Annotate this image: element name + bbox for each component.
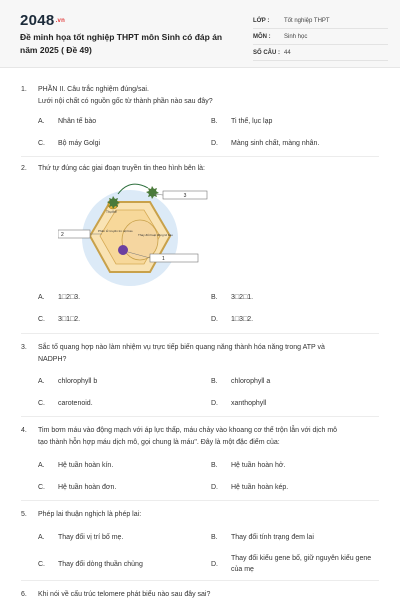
question-1: 1. PHẦN II. Câu trắc nghiệm đúng/sai. Lưới nội chất có nguồn gốc từ thành phần nào sau đây? xyxy=(21,86,213,105)
box-label-2: 2 xyxy=(61,232,64,238)
question-4: 4. Tim bơm máu vào động mạch với áp lực thấp, máu chảy vào khoang cơ thể trộn lẫn với dịch mô tạo thành hỗn hợp máu dịch mô, gọi chung là máu". Đây là một đặc điểm của: xyxy=(21,427,338,446)
divider xyxy=(21,580,379,581)
box-label-1: 1 xyxy=(162,256,165,262)
meta-row-count: SỐ CÂU : 44 xyxy=(253,45,388,61)
purple-molecule xyxy=(118,245,128,255)
divider xyxy=(21,333,379,334)
meta-row-subject: MÔN : Sinh học xyxy=(253,29,388,45)
divider xyxy=(21,416,379,417)
question-2: 2. Thứ tự đúng các giai đoạn truyền tin theo hình bên là: xyxy=(21,165,205,172)
question-5: 5. Phép lai thuận nghịch là phép lai: xyxy=(21,511,142,518)
meta-table xyxy=(253,13,388,61)
page-header xyxy=(0,0,400,68)
divider xyxy=(21,156,379,157)
label-receptor: Thụ thể xyxy=(106,210,117,214)
answer-box-1 xyxy=(150,254,198,262)
question-6: 6. Khi nói về cấu trúc telomere phát biểu nào sau đây sai? xyxy=(21,591,211,598)
page-title: Đề minh họa tốt nghiệp THPT môn Sinh có đáp án năm 2025 ( Đề 49) xyxy=(20,32,223,55)
label-intracellular: Phân tử truyền tin nội bào xyxy=(98,229,133,233)
label-cell-response: Thay đổi hoạt động tế bào xyxy=(138,233,173,237)
question-3: 3. Sắc tố quang hợp nào làm nhiệm vụ trực tiếp biến quang năng thành hóa năng trong ATP và NADPH? xyxy=(21,344,325,363)
divider xyxy=(21,500,379,501)
signal-transduction-diagram xyxy=(58,180,254,290)
site-logo[interactable]: 2048.vn xyxy=(20,12,66,29)
meta-row-class: LỚP : Tốt nghiệp THPT xyxy=(253,13,388,29)
box-label-3: 3 xyxy=(183,193,187,199)
